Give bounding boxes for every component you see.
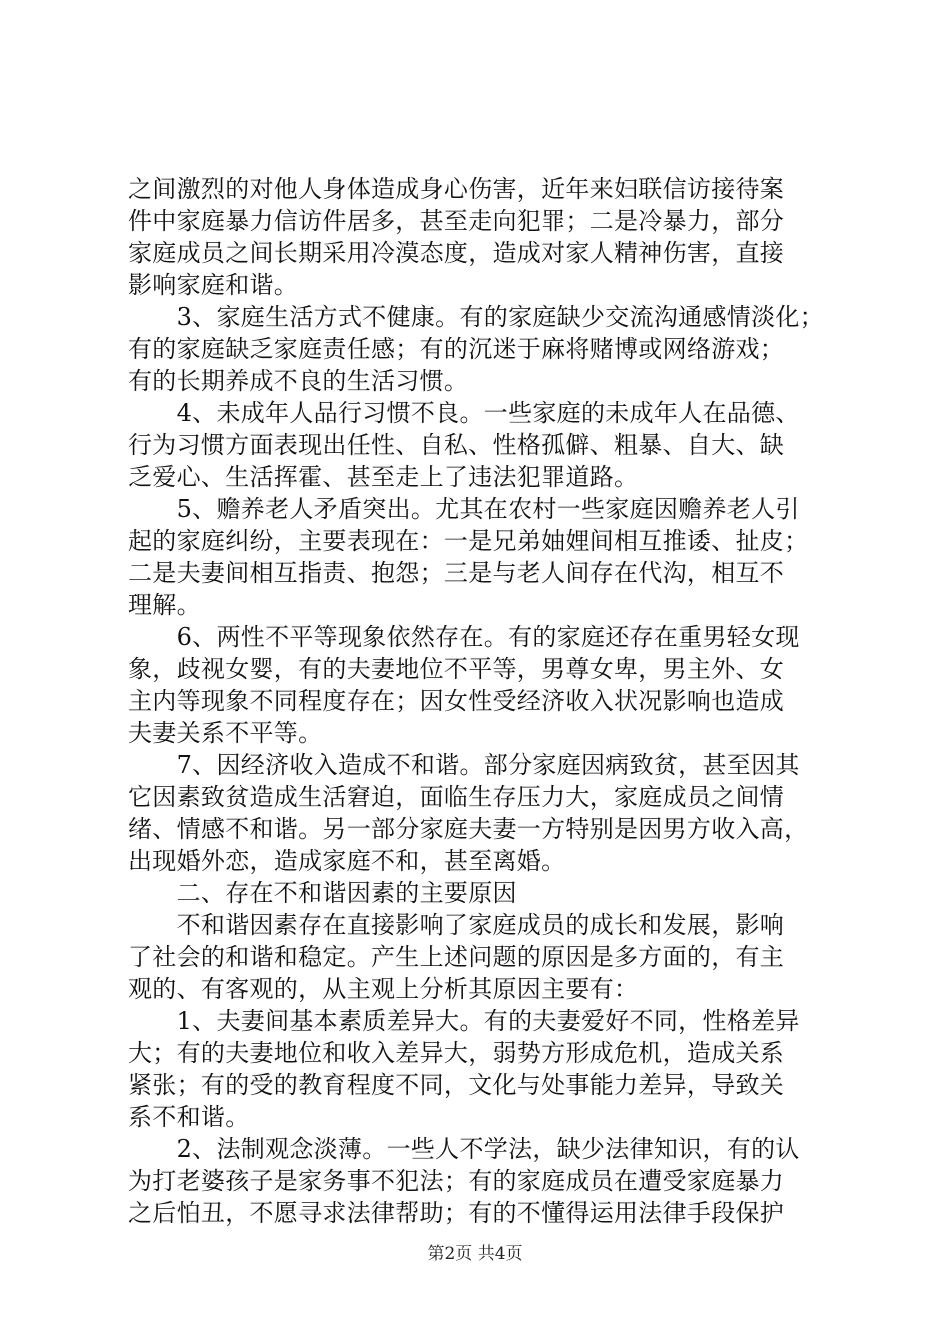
text-line: 3、家庭生活方式不健康。有的家庭缺少交流沟通感情淡化； [128,303,824,331]
text-line: 1、夫妻间基本素质差异大。有的夫妻爱好不同，性格差异 [128,1007,800,1035]
text-line: 紧张；有的受的教育程度不同，文化与处事能力差异，导致关 [128,1071,785,1099]
text-line: 不和谐因素存在直接影响了家庭成员的成长和发展，影响 [128,911,785,939]
text-line: 7、因经济收入造成不和谐。部分家庭因病致贫，甚至因其 [128,751,800,779]
text-line: 了社会的和谐和稳定。产生上述问题的原因是多方面的，有主 [128,943,785,971]
text-line: 夫妻关系不平等。 [128,719,323,747]
text-line: 二是夫妻间相互指责、抱怨；三是与老人间存在代沟，相互不 [128,559,785,587]
text-line: 系不和谐。 [128,1103,250,1131]
text-line: 之间激烈的对他人身体造成身心伤害，近年来妇联信访接待案 [128,175,785,203]
text-line: 大；有的夫妻地位和收入差异大，弱势方形成危机，造成关系 [128,1039,785,1067]
text-line: 行为习惯方面表现出任性、自私、性格孤僻、粗暴、自大、缺 [128,431,785,459]
text-line: 为打老婆孩子是家务事不犯法；有的家庭成员在遭受家庭暴力 [128,1167,785,1195]
text-line: 家庭成员之间长期采用冷漠态度，造成对家人精神伤害，直接 [128,239,785,267]
text-line: 绪、情感不和谐。另一部分家庭夫妻一方特别是因男方收入高， [128,815,809,843]
text-line: 影响家庭和谐。 [128,271,299,299]
section-heading: 二、存在不和谐因素的主要原因 [128,879,517,907]
text-line: 观的、有客观的，从主观上分析其原因主要有： [128,975,639,1003]
text-line: 4、未成年人品行习惯不良。一些家庭的未成年人在品德、 [128,399,800,427]
text-line: 主内等现象不同程度存在；因女性受经济收入状况影响也造成 [128,687,785,715]
text-line: 它因素致贫造成生活窘迫，面临生存压力大，家庭成员之间情 [128,783,785,811]
text-line: 6、两性不平等现象依然存在。有的家庭还存在重男轻女现 [128,623,800,651]
text-line: 有的长期养成不良的生活习惯。 [128,367,469,395]
text-line: 乏爱心、生活挥霍、甚至走上了违法犯罪道路。 [128,463,639,491]
text-line: 出现婚外恋，造成家庭不和，甚至离婚。 [128,847,566,875]
text-line: 之后怕丑，不愿寻求法律帮助；有的不懂得运用法律手段保护 [128,1199,785,1227]
body-text [128,173,828,1229]
text-line: 5、赡养老人矛盾突出。尤其在农村一些家庭因赡养老人引 [128,495,800,523]
text-line: 象，歧视女婴，有的夫妻地位不平等，男尊女卑，男主外、女 [128,655,785,683]
text-line: 理解。 [128,591,201,619]
text-line: 起的家庭纠纷，主要表现在：一是兄弟妯娌间相互推诿、扯皮； [128,527,809,555]
page-number-footer: 第2页 共4页 [427,1244,523,1264]
text-line: 有的家庭缺乏家庭责任感；有的沉迷于麻将赌博或网络游戏； [128,335,785,363]
text-line: 2、法制观念淡薄。一些人不学法，缺少法律知识，有的认 [128,1135,800,1163]
text-line: 件中家庭暴力信访件居多，甚至走向犯罪；二是冷暴力，部分 [128,207,785,235]
